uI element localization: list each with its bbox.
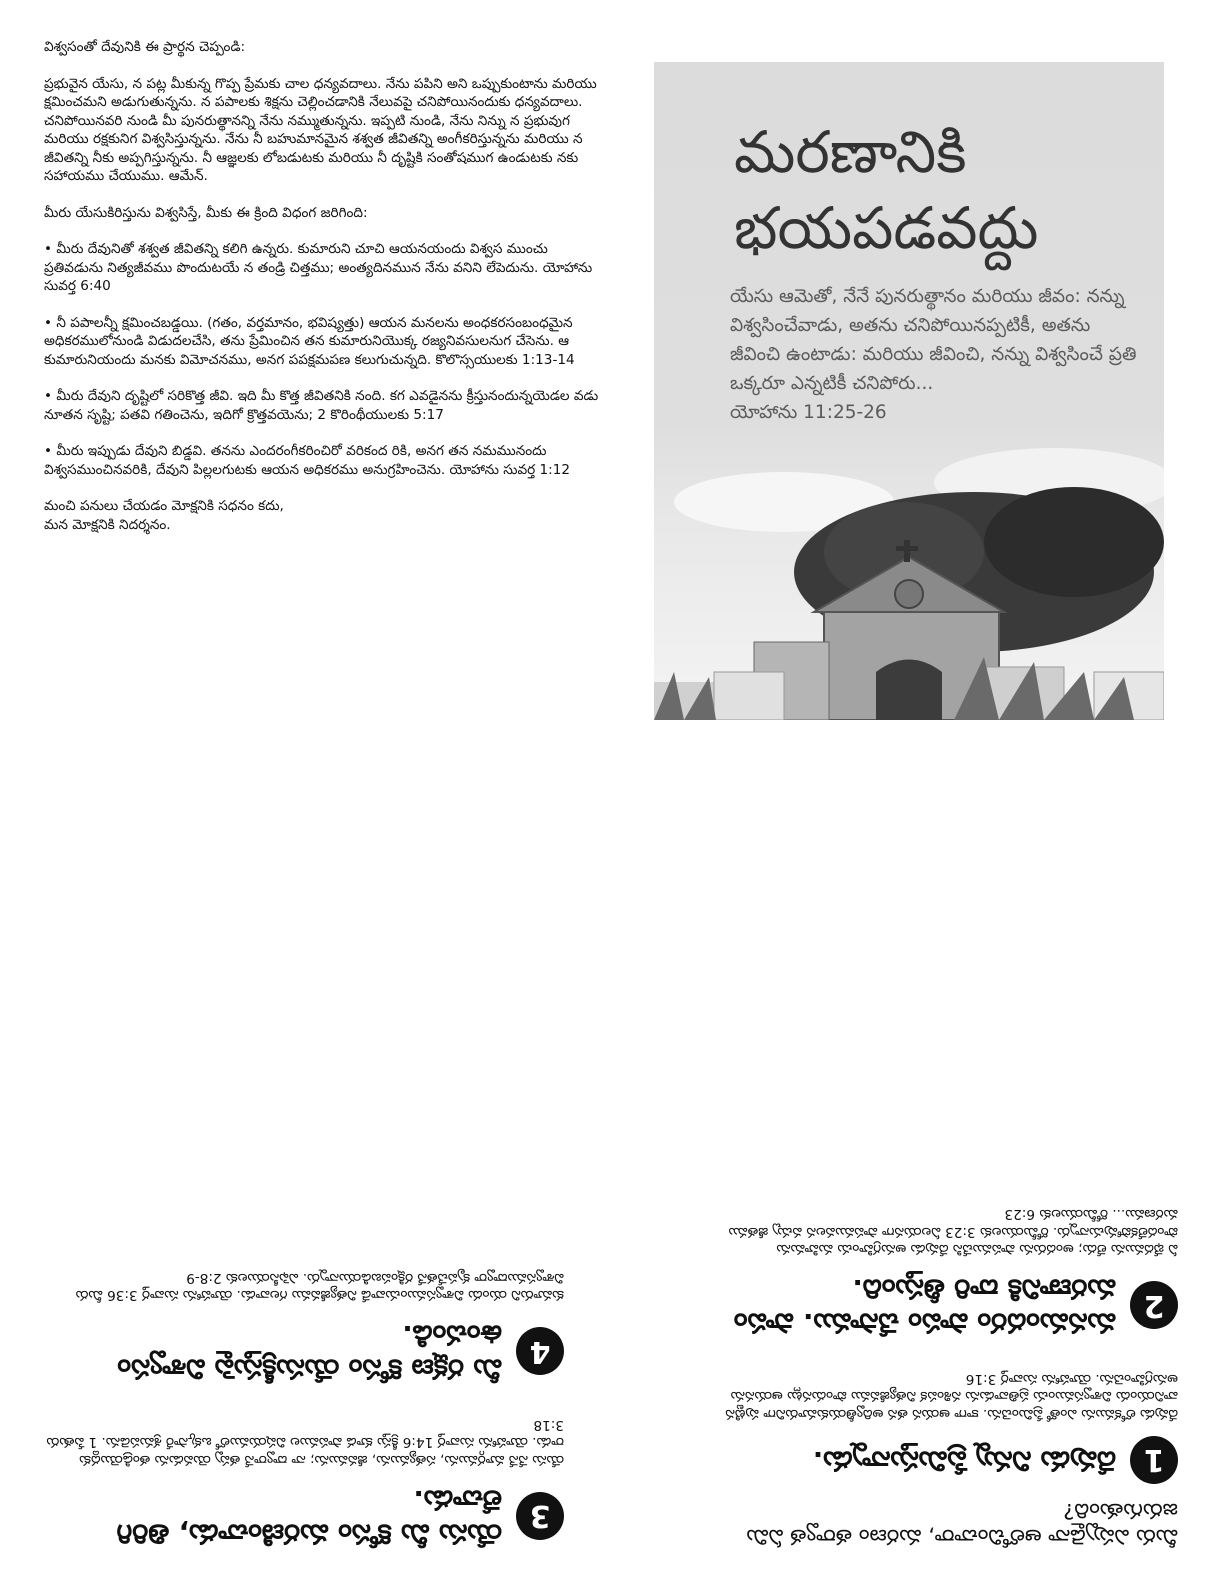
bullet-child-of-god: • మీరు ఇప్పుడు దేవుని బిడ్డవి. తనను ఎందరంగీకరించిరో వరికంద రికి, అనగ తన నమమునందు విశ్వసముంచినవరికి, దేవుని పిల్లలగుటకు ఆయన అధికరము అనుగ్రహించెను. యోహాను సువర్త 1:12 <box>44 443 571 478</box>
section-4-header <box>44 1318 564 1386</box>
cover-title-line-2: భయపడవద్దు <box>734 194 1039 262</box>
section-1-number: 1 <box>1130 1436 1178 1484</box>
inside-left-panel <box>44 790 564 1550</box>
church-cemetery-image <box>654 422 1164 720</box>
result-intro: మీరు యేసుకిరిస్తును విశ్వసిస్తే, మీకు ఈ క్రింది విధంగ జరిగింది: <box>44 204 368 221</box>
section-3-body: యేసు నేనే మార్గమును, సత్యమును, జీవమును; నా ద్వారానే తప్ప యెవడును తండ్రియొద్దకు రాడు. యోహాను సువార్త 14:6 క్రీస్తు కూడ పాపముల విషయములో ఒక్కసారే శ్రమపడెను. 1 పేతురు 3:18 <box>46 1417 564 1468</box>
section-4 <box>44 1269 564 1386</box>
section-3-number: 3 <box>516 1492 564 1540</box>
closing-line-2: మన మోక్షనికి నిదర్శనం. <box>44 516 171 533</box>
section-1-body: దేవుడు లోకమును ఎంతో ప్రేమించెను. కాగా ఆయన తన అద్వితీయకుమారునిగా పుట్టిన వానియందు విశ్వాసముంచు ప్రతివాడును నశింపక నిత్యజీవము పొందునట్లు ఆయనను అనుగ్రహించెను. యోహాను సువార్త 3:16 <box>725 1371 1178 1422</box>
bullet-forgiven: • నీ పపాలన్నీ క్షమించబడ్డయి. (గతం, వర్తమానం, భవిష్యత్తు) ఆయన మనలను అంధకరసంబంధమైన అధికరములోనుండి విడుదలచేసి, తను ప్రేమించిన తన కుమారునియొక్క రజ్యనివసులనుగ చేసెను. ఆ కుమారునియందు మనకు విమోచనము, అనగ పపక్షమపణ కలుగుచున్నది. కొలొస్సయులకు 1:13-14 <box>44 314 575 368</box>
inside-lead-question: మీరు ఎప్పుడైనా ఆలోచించారా, మరణం తర్వాత ఏమి జరుగుతుంది? <box>746 1499 1178 1549</box>
closing-line-1: మంచి పనులు చేయడం మోక్షనికి సధనం కదు, <box>44 498 284 514</box>
cover-verse-text: యేసు ఆమెతో, నేనే పునరుత్థానం మరియు జీవం: నన్ను విశ్వసించేవాడు, అతను చనిపోయినప్పటికీ, అతను జీవించి ఉంటాడు: మరియు జీవించి, నన్ను విశ్వసించే ప్రతి ఒక్కరూ ఎన్నటికీ చనిపోరు... <box>730 286 1137 394</box>
section-1-title: దేవుడు నిన్ను ప్రేమిస్తున్నాడు. <box>812 1445 1116 1476</box>
section-2-number: 2 <box>1130 1282 1178 1330</box>
section-3-header <box>44 1482 564 1550</box>
prayer-intro: విశ్వసంతో దేవునికి ఈ ప్రార్థన చెప్పండి: <box>44 39 246 55</box>
closing-text <box>44 497 604 534</box>
cover-title-line-1: మరణానికి <box>734 118 967 186</box>
inside-right-panel <box>668 800 1178 1550</box>
section-3-title: యేసు మీ కోసం మరణించాడు, తిరిగి లేచాడు. <box>116 1484 502 1549</box>
cover-title <box>734 114 1039 266</box>
bullet-new-creation: • మీరు దేవుని దృష్టిలో సరికొత్త జీవి. ఇది మీ కొత్త జీవితనికి నంది. కగ ఎవడైనను క్రీస్తునందున్నయెడల వడు నూతన సృష్టి; పతవి గతించెను, ఇదిగో క్రొత్తవయెను; 2 కొరింథీయులకు 5:17 <box>44 388 599 423</box>
prayer-text: ప్రభువైన యేసు, న పట్ల మీకున్న గొప్ప ప్రేమకు చాల ధన్యవదాలు. నేను పపిని అని ఒప్పుకుంటాను మరియు క్షమించమని అడుగుతున్నను. న పపాలకు శిక్షను చెల్లించడానికి నేలువపై చనిపోయినందుకు ధన్యవదాలు. చనిపోయినవరి నుండి మీ పునరుత్థానన్ని నేను నమ్ముతున్నను. ఇప్పటి నుండి, నేను నిన్ను న ప్రభువుగ మరియు రక్షకునిగ విశ్వసిస్తున్నను. నేను నీ బహుమానమైన శశ్వత జీవితన్ని అంగీకరిస్తున్నను మరియు న జీవితన్ని నీకు అప్పగిస్తున్నను. నీ ఆజ్ఞలకు లోబడుటకు మరియు నీ దృష్టికి సంతోషముగ ఉండుటకు నకు సహాయము చేయుము. ఆమేన్. <box>44 75 597 184</box>
bullet-eternal-life: • మీరు దేవునితో శశ్వత జీవితన్ని కలిగి ఉన్నరు. కుమారుని చూచి ఆయనయందు విశ్వస ముంచు ప్రతివడును నిత్యజీవము పొందుటయే న తండ్రి చిత్తము; అంత్యదినమున నేను వనిని లేపెదును. యోహాను సువర్త 6:40 <box>44 241 593 294</box>
section-2-header <box>668 1272 1178 1340</box>
cover-panel <box>654 62 1164 720</box>
section-4-body: కుమారుని యందు విశ్వాసముంచువాడే నిత్యజీవము గలవాడు. యోహాను సువార్త 3:36 మీరు విశ్వాసముద్వారా కృపచేతనే రక్షింపబడియున్నారు. ఎఫెసీయులకు 2:8-9 <box>75 1270 564 1304</box>
section-2-title: మనమందరం పాపం చేసాము. పాపం మరణానికి దారి తీస్తుంది. <box>733 1273 1116 1339</box>
section-1-header <box>668 1436 1178 1484</box>
prayer-panel <box>44 38 604 534</box>
section-3 <box>44 1416 564 1551</box>
section-1 <box>668 1370 1178 1485</box>
cover-verse <box>730 282 1140 427</box>
section-2-body: ఏ భేదమును లేదు; అందరును పాపముచేసి దేవుడు అనుగ్రహించు మహిమను పొందలేకపోవుచున్నారు. రోమీయులకు 3:23 ఏలయనగా పాపమువలన వచ్చు జీతము మరణము... రోమీయులకు 6:23 <box>728 1206 1178 1258</box>
section-2 <box>668 1205 1178 1340</box>
section-4-number: 4 <box>516 1328 564 1376</box>
section-4-title: మీ రక్షణ కోసం యేసుక్రీస్తుపై విశ్వాసం ఉంచండి. <box>117 1319 502 1385</box>
cover-verse-reference: యోహాను 11:25-26 <box>730 402 887 423</box>
